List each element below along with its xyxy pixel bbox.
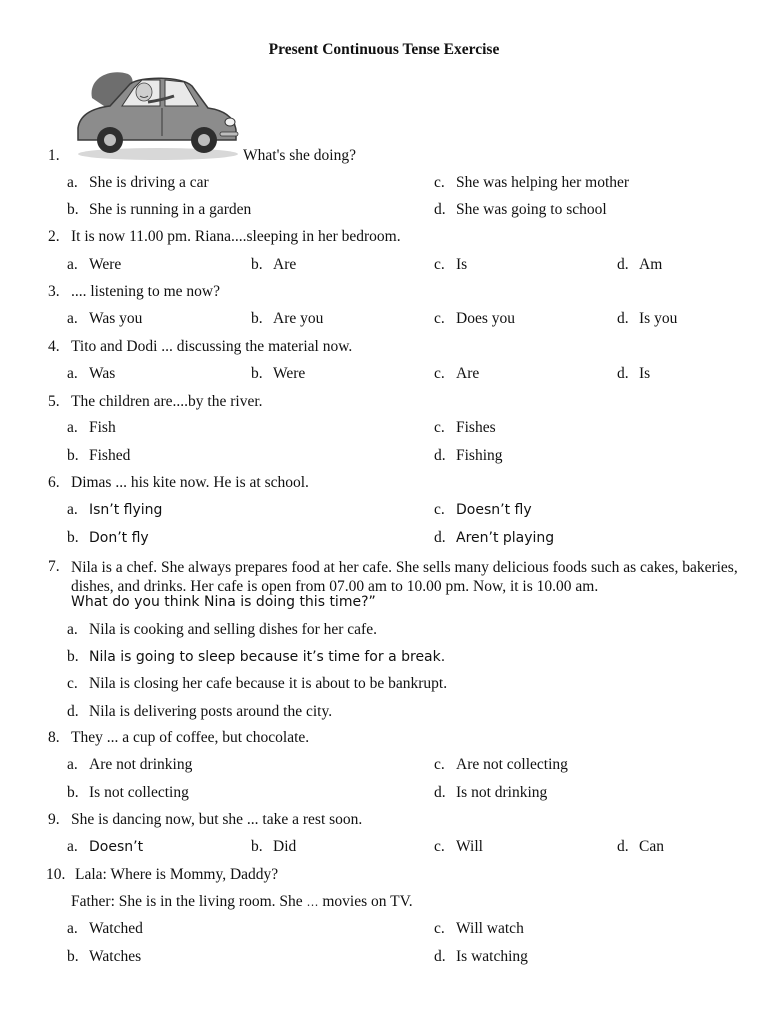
option-c[interactable]: c. Will [434,838,483,855]
option-d[interactable]: d. Fishing [434,447,503,464]
question-number: 7. [48,558,60,575]
option-a[interactable]: a. Are not drinking [67,756,193,773]
options-row [0,308,768,330]
option-a[interactable]: a. Were [67,256,122,273]
options-row [0,445,768,467]
option-c[interactable]: c. Nila is closing her cafe because it is about to be bankrupt. [67,675,448,692]
question-3 [0,281,768,303]
option-b[interactable]: b. Did [251,838,297,855]
option-c[interactable]: c. Doesn’t fly [434,501,532,518]
option-d[interactable]: d. Is [617,365,651,382]
option-a[interactable]: a. Was you [67,310,143,327]
options-row [0,946,768,968]
question-9 [0,809,768,831]
options-row [0,918,768,940]
question-number: 10. [46,866,66,883]
option-c[interactable]: c. Is [434,256,468,273]
option-d[interactable]: d. Nila is delivering posts around the city. [67,703,333,720]
option-c[interactable]: c. She was helping her mother [434,174,630,191]
question-number: 2. [48,228,60,245]
option-d[interactable]: d. Is watching [434,948,528,965]
question-number: 6. [48,474,60,491]
option-a[interactable]: a. Isn’t flying [67,501,163,518]
option-d[interactable]: d. Can [617,838,664,855]
question-prompt: Father: She is in the living room. She … movies on TV. [71,893,413,910]
question-4 [0,336,768,358]
options-row [0,754,768,776]
options-row [0,673,768,695]
options-row [0,417,768,439]
question-6 [0,472,768,494]
option-b[interactable]: b. Is not collecting [67,784,189,801]
question-text: Nila is a chef. She always prepares food at her cafe. She sells many delicious foods such as cakes, bakeries, dishes, and drinks. Her cafe is open from 07.00 am to 10.00 pm. Now, it is 10.00 am. [71,559,738,595]
option-a[interactable]: a. She is driving a car [67,174,209,191]
option-a[interactable]: a. Watched [67,920,143,937]
option-d[interactable]: d. She was going to school [434,201,607,218]
option-b[interactable]: b. Nila is going to sleep because it’s time for a break. [67,648,446,665]
question-10-dialog [0,891,768,913]
question-text: She is dancing now, but she ... take a rest soon. [71,811,363,828]
option-a[interactable]: a. Was [67,365,116,382]
question-1 [0,145,768,167]
option-c[interactable]: c. Are [434,365,480,382]
question-number: 3. [48,283,60,300]
question-2 [0,226,768,248]
question-text: Lala: Where is Mommy, Daddy? [75,866,279,883]
options-row [0,782,768,804]
question-number: 4. [48,338,60,355]
question-number: 8. [48,729,60,746]
option-d[interactable]: d. Aren’t playing [434,529,555,546]
question-text: They ... a cup of coffee, but chocolate. [71,729,310,746]
option-b[interactable]: b. Watches [67,948,142,965]
question-5 [0,391,768,413]
option-c[interactable]: c. Fishes [434,419,496,436]
options-row [0,363,768,385]
options-row [0,646,768,668]
option-b[interactable]: b. She is running in a garden [67,201,252,218]
question-text: It is now 11.00 pm. Riana....sleeping in her bedroom. [71,228,401,245]
options-row [0,836,768,858]
option-b[interactable]: b. Were [251,365,306,382]
option-a[interactable]: a. Nila is cooking and selling dishes for her cafe. [67,621,377,638]
option-a[interactable]: a. Fish [67,419,116,436]
options-row [0,499,768,521]
option-a[interactable]: a. Doesn’t [67,838,144,855]
question-text: Tito and Dodi ... discussing the material now. [71,338,353,355]
options-row [0,172,768,194]
options-row [0,199,768,221]
option-d[interactable]: d. Is you [617,310,678,327]
option-b[interactable]: b. Fished [67,447,131,464]
option-c[interactable]: c. Will watch [434,920,524,937]
option-b[interactable]: b. Don’t fly [67,529,149,546]
question-8 [0,727,768,749]
page-title: Present Continuous Tense Exercise [268,41,500,58]
option-d[interactable]: d. Is not drinking [434,784,548,801]
option-d[interactable]: d. Am [617,256,663,273]
question-prompt: What do you think Nina is doing this time?” [71,594,376,610]
options-row [0,527,768,549]
question-text: .... listening to me now? [71,283,220,300]
option-b[interactable]: b. Are you [251,310,324,327]
option-c[interactable]: c. Does you [434,310,515,327]
question-number: 1. [48,147,60,164]
option-b[interactable]: b. Are [251,256,297,273]
question-text: What's she doing? [243,147,356,164]
option-c[interactable]: c. Are not collecting [434,756,568,773]
question-text: The children are....by the river. [71,393,263,410]
question-number: 5. [48,393,60,410]
question-7 [0,556,768,596]
question-10 [0,864,768,886]
options-row [0,254,768,276]
question-text: Dimas ... his kite now. He is at school. [71,474,309,491]
question-7-prompt [0,591,768,613]
options-row [0,619,768,641]
question-number: 9. [48,811,60,828]
options-row [0,701,768,723]
